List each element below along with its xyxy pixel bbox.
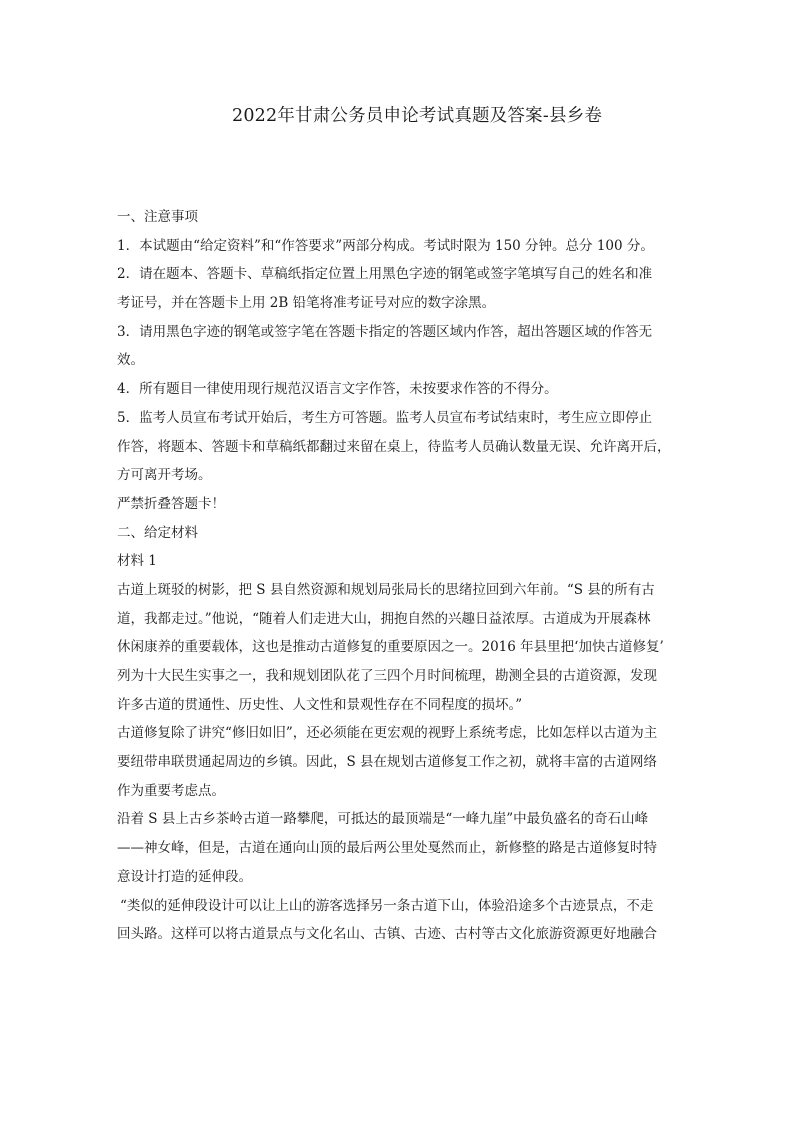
paragraph-line: 要纽带串联贯通起周边的乡镇。因此，S 县在规划古道修复工作之初，就将丰富的古道网络: [117, 754, 658, 771]
paragraph-line: 许多古道的贯通性、历史性、人文性和景观性存在不同程度的损坏。”: [117, 696, 523, 713]
note-3: 3．请用黑色字迹的钢笔或签字笔在答题卡指定的答题区域内作答，超出答题区域的作答无: [117, 323, 653, 340]
paragraph-line: 沿着 S 县上古乡茶岭古道一路攀爬，可抵达的最顶端是“一峰九崖”中最负盛名的奇石山峰: [117, 811, 649, 828]
warning-text: 严禁折叠答题卡！: [117, 495, 225, 512]
note-2: 2．请在题本、答题卡、草稿纸指定位置上用黑色字迹的钢笔或签字笔填写自己的姓名和准: [117, 266, 653, 283]
note-3-cont: 效。: [117, 352, 144, 369]
section-heading-notes: 一、注意事项: [117, 209, 198, 225]
document-title: 2022年甘肃公务员申论考试真题及答案-县乡卷: [232, 106, 603, 126]
note-5-cont: 作答，将题本、答题卡和草稿纸都翻过来留在桌上，待监考人员确认数量无误、允许离开后，: [117, 438, 671, 455]
paragraph-line: 作为重要考虑点。: [117, 782, 225, 799]
paragraph-line: 道，我都走过。”他说，“随着人们走进大山，拥抱自然的兴趣日益浓厚。古道成为开展森林: [117, 610, 651, 627]
note-5: 5．监考人员宣布考试开始后，考生方可答题。监考人员宣布考试结束时，考生应立即停止: [117, 409, 653, 426]
paragraph-line: 古道修复除了讲究“修旧如旧”，还必须能在更宏观的视野上系统考虑，比如怎样以古道为主: [117, 725, 658, 742]
paragraph-line: 列为十大民生实事之一，我和规划团队花了三四个月时间梳理，勘测全县的古道资源，发现: [117, 668, 657, 684]
note-5-cont: 方可离开考场。: [117, 467, 212, 484]
paragraph-line: 古道上斑驳的树影，把 S 县自然资源和规划局张局长的思绪拉回到六年前。“S 县的所有古: [117, 581, 655, 598]
paragraph-line: 回头路。这样可以将古道景点与文化名山、古镇、古迹、古村等古文化旅游资源更好地融合: [117, 926, 657, 943]
material-heading: 材料 1: [117, 553, 157, 570]
note-1: 1．本试题由“给定资料”和“作答要求”两部分构成。考试时限为 150 分钟。总分 100 分。: [117, 237, 654, 254]
note-2-cont: 考证号，并在答题卡上用 2B 铅笔将准考证号对应的数字涂黑。: [117, 295, 496, 312]
paragraph-line: 意设计打造的延伸段。: [117, 868, 252, 885]
paragraph-line: ——神女峰，但是，古道在通向山顶的最后两公里处戛然而止，新修整的路是古道修复时特: [117, 840, 657, 857]
note-4: 4．所有题目一律使用现行规范汉语言文字作答，未按要求作答的不得分。: [117, 381, 558, 398]
document-body: [117, 203, 709, 949]
section-heading-materials: 二、给定材料: [117, 524, 198, 541]
paragraph-line: 休闲康养的重要载体，这也是推动古道修复的重要原因之一。2016 年县里把‘加快古道修复’: [117, 639, 664, 656]
paragraph-line: “类似的延伸段设计可以让上山的游客选择另一条古道下山，体验沿途多个古迹景点，不走: [120, 897, 654, 914]
